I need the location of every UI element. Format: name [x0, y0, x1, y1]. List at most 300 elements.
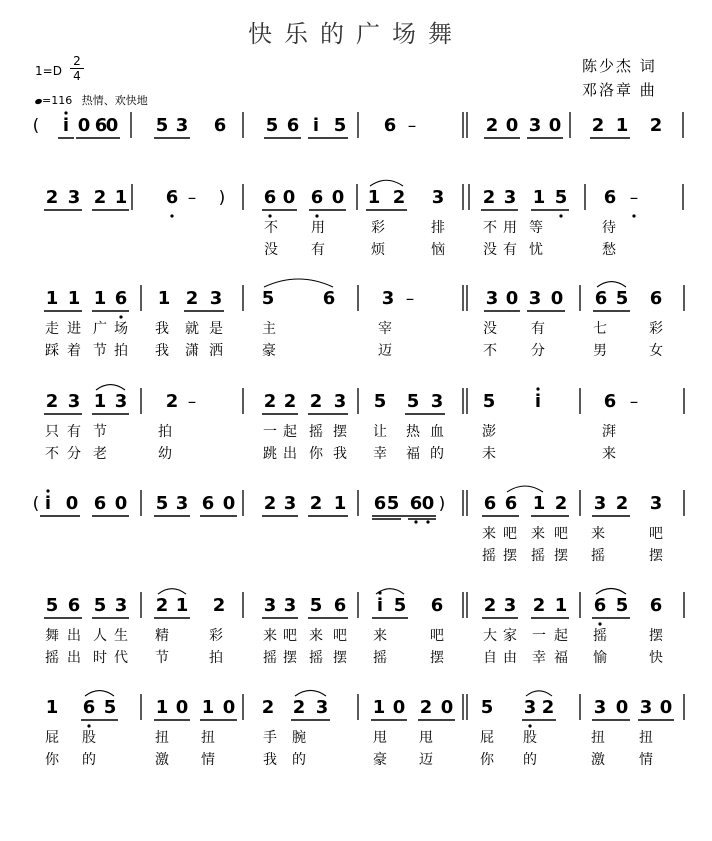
- lyric-syllable: 一: [532, 628, 546, 644]
- note: 2: [261, 697, 275, 718]
- note: i: [44, 493, 52, 514]
- note: 0: [659, 697, 673, 718]
- lyric-syllable: 你: [45, 752, 59, 768]
- note: 2: [155, 595, 169, 616]
- lyric-syllable: 自: [483, 650, 497, 666]
- lyric-syllable: 幼: [158, 446, 172, 462]
- lyric-syllable: 吧: [430, 628, 444, 644]
- note: 0: [505, 115, 519, 136]
- lyric-syllable: 男: [593, 343, 607, 359]
- note: 2: [541, 697, 555, 718]
- note: 5: [554, 187, 568, 208]
- note: 1: [93, 288, 107, 309]
- slur-arc: [507, 486, 543, 492]
- lyric-syllable: 情: [639, 752, 653, 768]
- note: 5: [480, 697, 494, 718]
- lyric-syllable: 主: [262, 321, 276, 337]
- note: 6: [373, 493, 387, 514]
- lyric-syllable: 分: [531, 343, 545, 359]
- octave-dot-below: [268, 214, 271, 217]
- note: 2: [392, 187, 406, 208]
- lyric-syllable: 股: [523, 730, 537, 746]
- repeat-close-paren: ): [218, 188, 226, 208]
- note: 0: [550, 288, 564, 309]
- note: 0: [615, 697, 629, 718]
- note: 0: [548, 115, 562, 136]
- lyric-syllable: 着: [67, 343, 81, 359]
- note: 3: [315, 697, 329, 718]
- lyric-syllable: 由: [503, 650, 517, 666]
- lyric-syllable: 女: [649, 343, 663, 359]
- lyric-syllable: 拍: [158, 424, 172, 440]
- lyric-syllable: 迈: [378, 343, 392, 359]
- octave-dot-below: [170, 214, 173, 217]
- hold-dash: –: [407, 116, 417, 136]
- lyric-syllable: 来: [263, 628, 277, 644]
- repeat-close-paren: ): [438, 494, 446, 514]
- lyric-syllable: 出: [283, 446, 297, 462]
- note: 5: [45, 595, 59, 616]
- note: 5: [615, 595, 629, 616]
- lyric-syllable: 扭: [201, 730, 215, 746]
- lyric-syllable: 人: [93, 628, 107, 644]
- lyric-syllable: 快: [649, 650, 663, 666]
- lyric-syllable: 精: [155, 628, 169, 644]
- lyric-syllable: 的: [523, 752, 537, 768]
- lyric-syllable: 我: [333, 446, 347, 462]
- note: 3: [209, 288, 223, 309]
- note: i: [62, 115, 70, 136]
- lyric-syllable: 不: [45, 446, 59, 462]
- lyric-syllable: 节: [93, 424, 107, 440]
- note: 0: [222, 697, 236, 718]
- note: 0: [440, 697, 454, 718]
- lyric-syllable: 腕: [292, 730, 306, 746]
- lyric-syllable: 屁: [45, 730, 59, 746]
- lyric-syllable: 摇: [309, 650, 323, 666]
- lyric-syllable: 没: [483, 242, 497, 258]
- lyric-syllable: 我: [155, 321, 169, 337]
- note: 2: [283, 391, 297, 412]
- note: 3: [649, 493, 663, 514]
- lyric-syllable: 老: [93, 446, 107, 462]
- lyric-syllable: 摆: [333, 424, 347, 440]
- lyric-syllable: 摇: [531, 548, 545, 564]
- note: 3: [528, 115, 542, 136]
- note: 6: [333, 595, 347, 616]
- slur-arc: [596, 589, 626, 595]
- lyric-syllable: 股: [82, 730, 96, 746]
- note: 5: [155, 115, 169, 136]
- lyric-syllable: 你: [480, 752, 494, 768]
- lyric-syllable: 洒: [209, 343, 223, 359]
- note: 3: [430, 391, 444, 412]
- octave-dot-below: [598, 622, 601, 625]
- slur-arc: [295, 690, 326, 696]
- note: 3: [263, 595, 277, 616]
- note: 0: [331, 187, 345, 208]
- slur-arc: [85, 691, 114, 696]
- lyric-syllable: 扭: [155, 730, 169, 746]
- lyric-syllable: 摆: [430, 650, 444, 666]
- hold-dash: –: [187, 392, 197, 412]
- tempo-value: =116: [42, 94, 73, 107]
- lyric-syllable: 愁: [602, 242, 616, 258]
- lyric-syllable: 甩: [373, 730, 387, 746]
- lyric-syllable: 没: [483, 321, 497, 337]
- octave-dot-below: [119, 315, 122, 318]
- note: 1: [554, 595, 568, 616]
- lyric-syllable: 有: [503, 242, 517, 258]
- lyric-syllable: 潇: [185, 343, 199, 359]
- repeat-open-paren: (: [32, 494, 40, 514]
- lyric-syllable: 吧: [649, 526, 663, 542]
- lyric-syllable: 忧: [529, 242, 543, 258]
- lyric-syllable: 有: [67, 424, 81, 440]
- note: 6: [310, 187, 324, 208]
- tempo-marking: [35, 92, 148, 108]
- note: 2: [212, 595, 226, 616]
- note: 5: [155, 493, 169, 514]
- lyric-syllable: 待: [602, 220, 616, 236]
- lyric-syllable: 吧: [283, 628, 297, 644]
- note: 3: [503, 595, 517, 616]
- lyric-syllable: 烦: [371, 242, 385, 258]
- lyric-syllable: 摆: [649, 548, 663, 564]
- lyric-syllable: 广: [93, 321, 107, 337]
- note: 1: [45, 288, 59, 309]
- note: 6: [114, 288, 128, 309]
- note: 6: [430, 595, 444, 616]
- lyric-syllable: 不: [483, 220, 497, 236]
- note: 6: [383, 115, 397, 136]
- lyric-syllable: 舞: [45, 628, 59, 644]
- lyric-syllable: 来: [591, 526, 605, 542]
- note: 3: [67, 187, 81, 208]
- note: 0: [114, 493, 128, 514]
- lyric-syllable: 就: [185, 321, 199, 337]
- lyric-syllable: 吧: [503, 526, 517, 542]
- note: 6: [603, 187, 617, 208]
- lyric-syllable: 摆: [333, 650, 347, 666]
- note: 5: [333, 115, 347, 136]
- note: 2: [485, 115, 499, 136]
- note: 2: [165, 391, 179, 412]
- note: 5: [386, 493, 400, 514]
- lyric-syllable: 拍: [114, 343, 128, 359]
- note: 2: [309, 493, 323, 514]
- note: 3: [283, 493, 297, 514]
- note: 2: [482, 187, 496, 208]
- lyric-syllable: 愉: [593, 650, 607, 666]
- lyric-syllable: 彩: [209, 628, 223, 644]
- note: 5: [615, 288, 629, 309]
- lyric-syllable: 等: [529, 220, 543, 236]
- note: 1: [333, 493, 347, 514]
- note: 5: [406, 391, 420, 412]
- lyric-syllable: 的: [292, 752, 306, 768]
- note: 6: [594, 288, 608, 309]
- lyric-syllable: 来: [309, 628, 323, 644]
- composer-credit: 邓洛章 曲: [582, 81, 657, 99]
- note: 2: [615, 493, 629, 514]
- lyric-syllable: 出: [67, 628, 81, 644]
- octave-dot-below: [632, 214, 635, 217]
- note: 3: [175, 493, 189, 514]
- note: 1: [67, 288, 81, 309]
- note: 1: [367, 187, 381, 208]
- note: 1: [155, 697, 169, 718]
- lyric-syllable: 摆: [649, 628, 663, 644]
- note: 1: [114, 187, 128, 208]
- note: i: [534, 391, 542, 412]
- lyric-syllable: 起: [283, 424, 297, 440]
- note: 6: [504, 493, 518, 514]
- note: 5: [373, 391, 387, 412]
- note: 6: [201, 493, 215, 514]
- note: 1: [615, 115, 629, 136]
- note: 0: [222, 493, 236, 514]
- lyric-syllable: 家: [503, 628, 517, 644]
- lyric-syllable: 用: [311, 220, 325, 236]
- slur-arc: [597, 282, 626, 287]
- note: 6: [82, 697, 96, 718]
- note: 5: [393, 595, 407, 616]
- lyric-syllable: 屁: [480, 730, 494, 746]
- lyric-syllable: 甩: [419, 730, 433, 746]
- octave-dot-below: [315, 214, 318, 217]
- note: 2: [45, 391, 59, 412]
- lyric-syllable: 分: [67, 446, 81, 462]
- lyric-syllable: 一: [263, 424, 277, 440]
- note: 6: [67, 595, 81, 616]
- lyric-syllable: 大: [483, 628, 497, 644]
- note: 2: [263, 493, 277, 514]
- lyric-syllable: 拍: [209, 650, 223, 666]
- lyric-syllable: 节: [155, 650, 169, 666]
- note: 2: [45, 187, 59, 208]
- lyric-syllable: 未: [482, 446, 496, 462]
- note: 5: [309, 595, 323, 616]
- note: i: [312, 115, 320, 136]
- note: 3: [639, 697, 653, 718]
- lyric-syllable: 有: [531, 321, 545, 337]
- note: 0: [392, 697, 406, 718]
- lyric-syllable: 摆: [283, 650, 297, 666]
- note: 0: [505, 288, 519, 309]
- lyric-syllable: 七: [593, 321, 607, 337]
- lyric-syllable: 起: [554, 628, 568, 644]
- time-signature: [70, 54, 84, 83]
- lyric-syllable: 热: [406, 424, 420, 440]
- octave-dot-below: [426, 520, 429, 523]
- slur-arc: [526, 691, 552, 696]
- note: 5: [103, 697, 117, 718]
- lyric-syllable: 豪: [262, 343, 276, 359]
- lyric-syllable: 恼: [431, 242, 445, 258]
- lyric-syllable: 没: [264, 242, 278, 258]
- note: 2: [93, 187, 107, 208]
- lyric-syllable: 激: [155, 752, 169, 768]
- lyric-syllable: 摇: [373, 650, 387, 666]
- note: 2: [554, 493, 568, 514]
- note: 3: [67, 391, 81, 412]
- note: 6: [93, 493, 107, 514]
- lyric-syllable: 来: [531, 526, 545, 542]
- note: 1: [45, 697, 59, 718]
- lyric-syllable: 摇: [45, 650, 59, 666]
- note: 1: [532, 187, 546, 208]
- note: 3: [333, 391, 347, 412]
- note: 1: [93, 391, 107, 412]
- repeat-open-paren: (: [32, 116, 40, 136]
- note: 0: [282, 187, 296, 208]
- lyric-syllable: 只: [45, 424, 59, 440]
- note: 3: [485, 288, 499, 309]
- lyric-syllable: 你: [309, 446, 323, 462]
- note: 2: [263, 391, 277, 412]
- lyricist-credit: 陈少杰 词: [582, 57, 657, 75]
- note: 6: [409, 493, 423, 514]
- note: 5: [482, 391, 496, 412]
- lyric-syllable: 血: [430, 424, 444, 440]
- lyric-syllable: 迈: [419, 752, 433, 768]
- note: i: [376, 595, 384, 616]
- octave-dot-below: [87, 724, 90, 727]
- lyric-syllable: 不: [264, 220, 278, 236]
- note: 3: [114, 391, 128, 412]
- lyric-syllable: 吧: [554, 526, 568, 542]
- lyric-syllable: 彩: [649, 321, 663, 337]
- lyric-syllable: 的: [82, 752, 96, 768]
- slur-arc: [376, 589, 404, 594]
- slur-arc: [158, 589, 186, 594]
- slur-arc: [96, 385, 125, 390]
- lyric-syllable: 摇: [309, 424, 323, 440]
- lyric-syllable: 宰: [378, 321, 392, 337]
- lyric-syllable: 我: [263, 752, 277, 768]
- lyric-syllable: 节: [93, 343, 107, 359]
- lyric-syllable: 走: [45, 321, 59, 337]
- note: 6: [322, 288, 336, 309]
- key-signature: 1=D: [35, 64, 62, 78]
- time-signature-numerator: 2: [73, 54, 81, 68]
- lyric-syllable: 用: [503, 220, 517, 236]
- octave-dot-below: [559, 214, 562, 217]
- lyric-syllable: 不: [483, 343, 497, 359]
- lyric-syllable: 出: [67, 650, 81, 666]
- lyric-syllable: 代: [114, 650, 128, 666]
- lyric-syllable: 的: [430, 446, 444, 462]
- note: 1: [157, 288, 171, 309]
- note: 3: [528, 288, 542, 309]
- lyric-syllable: 跳: [263, 446, 277, 462]
- lyric-syllable: 吧: [333, 628, 347, 644]
- slur-arc: [370, 180, 403, 186]
- lyric-syllable: 排: [431, 220, 445, 236]
- lyric-syllable: 来: [602, 446, 616, 462]
- lyric-syllable: 澎: [482, 424, 496, 440]
- note: 3: [175, 115, 189, 136]
- lyric-syllable: 摆: [503, 548, 517, 564]
- hold-dash: –: [405, 289, 415, 309]
- note: 6: [649, 288, 663, 309]
- note: 2: [532, 595, 546, 616]
- note: 0: [77, 115, 91, 136]
- note: 0: [105, 115, 119, 136]
- note: 6: [213, 115, 227, 136]
- lyric-syllable: 摆: [554, 548, 568, 564]
- lyric-syllable: 摇: [263, 650, 277, 666]
- lyric-syllable: 我: [155, 343, 169, 359]
- lyric-syllable: 时: [93, 650, 107, 666]
- note: 3: [503, 187, 517, 208]
- lyric-syllable: 让: [373, 424, 387, 440]
- note: 3: [283, 595, 297, 616]
- note: 2: [419, 697, 433, 718]
- note: 6: [263, 187, 277, 208]
- lyric-syllable: 福: [406, 446, 420, 462]
- lyric-syllable: 湃: [602, 424, 616, 440]
- note: 2: [292, 697, 306, 718]
- note: 3: [593, 493, 607, 514]
- lyric-syllable: 场: [114, 321, 128, 337]
- lyric-syllable: 有: [311, 242, 325, 258]
- octave-dot-below: [414, 520, 417, 523]
- note: 5: [261, 288, 275, 309]
- note: 1: [372, 697, 386, 718]
- note: 3: [431, 187, 445, 208]
- lyric-syllable: 扭: [591, 730, 605, 746]
- lyric-syllable: 摇: [593, 628, 607, 644]
- hold-dash: –: [629, 188, 639, 208]
- note: 0: [421, 493, 435, 514]
- slur-arc: [264, 279, 333, 287]
- note: 2: [185, 288, 199, 309]
- octave-dot-below: [528, 724, 531, 727]
- note: 2: [483, 595, 497, 616]
- note: 6: [593, 595, 607, 616]
- lyric-syllable: 幸: [373, 446, 387, 462]
- lyric-syllable: 摇: [591, 548, 605, 564]
- lyric-syllable: 彩: [371, 220, 385, 236]
- note: 2: [591, 115, 605, 136]
- lyric-syllable: 福: [554, 650, 568, 666]
- lyric-syllable: 进: [67, 321, 81, 337]
- note: 1: [532, 493, 546, 514]
- lyric-syllable: 情: [201, 752, 215, 768]
- note: 3: [593, 697, 607, 718]
- note: 6: [649, 595, 663, 616]
- note: 5: [265, 115, 279, 136]
- note: 1: [201, 697, 215, 718]
- note: 6: [94, 115, 108, 136]
- lyric-syllable: 生: [114, 628, 128, 644]
- note: 2: [309, 391, 323, 412]
- lyric-syllable: 是: [209, 321, 223, 337]
- note: 3: [114, 595, 128, 616]
- note: 2: [649, 115, 663, 136]
- note: 6: [603, 391, 617, 412]
- lyric-syllable: 来: [373, 628, 387, 644]
- note: 0: [65, 493, 79, 514]
- note: 5: [93, 595, 107, 616]
- lyric-syllable: 手: [263, 730, 277, 746]
- lyric-syllable: 豪: [373, 752, 387, 768]
- note: 1: [175, 595, 189, 616]
- lyric-syllable: 踩: [45, 343, 59, 359]
- hold-dash: –: [629, 392, 639, 412]
